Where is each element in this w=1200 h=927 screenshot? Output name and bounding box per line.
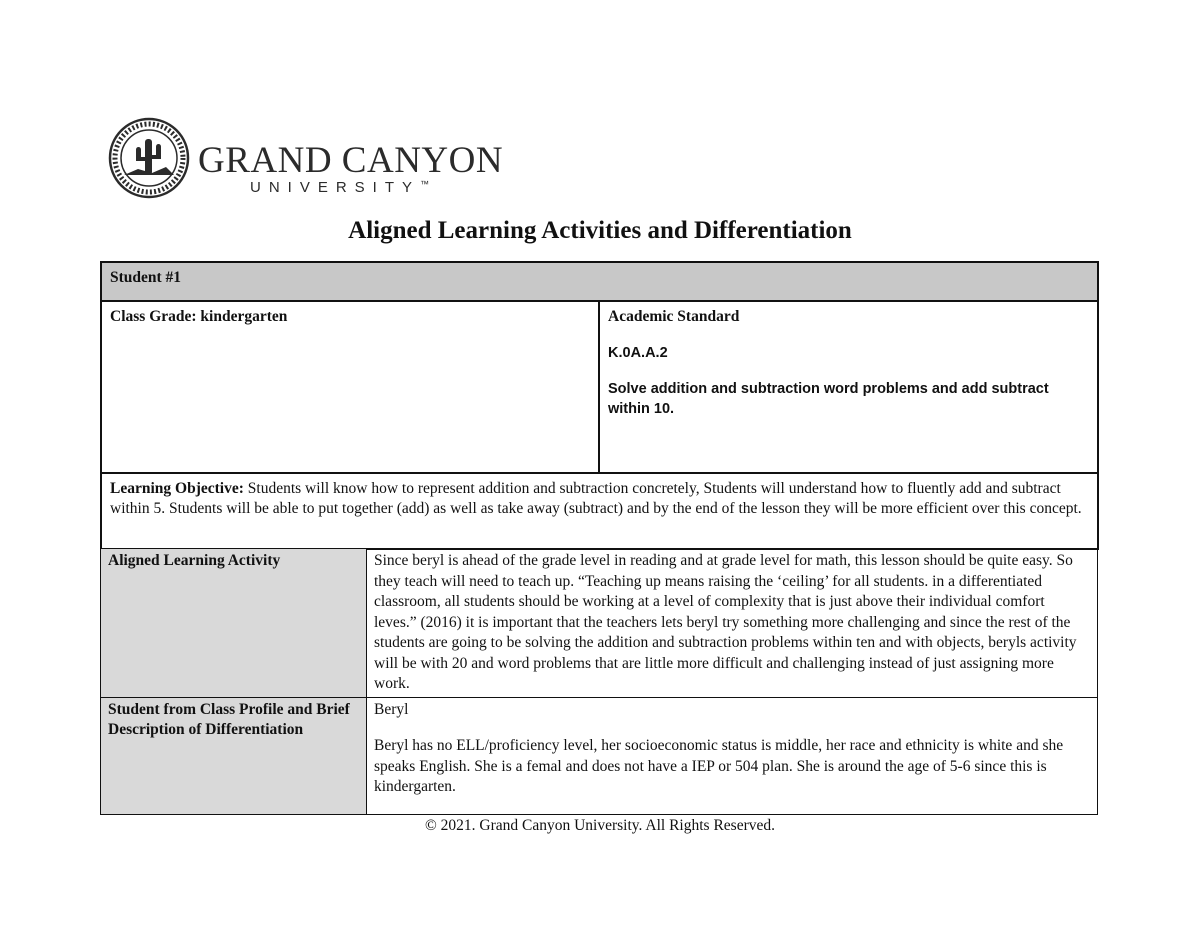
university-seal-icon bbox=[108, 117, 190, 199]
lesson-table bbox=[100, 261, 1097, 815]
copyright-footer: © 2021. Grand Canyon University. All Rights Reserved. bbox=[424, 817, 775, 834]
student-description: Beryl has no ELL/proficiency level, her socioeconomic status is middle, her race and ethnicity is white and she speaks English. She is a femal and does not have a IEP or 504 plan. She is around the age of 5-6 since this is kindergarten. bbox=[374, 737, 1064, 795]
gcu-logo bbox=[108, 117, 504, 203]
wordmark-university-text: UNIVERSITY bbox=[250, 179, 421, 196]
aligned-activity-label-cell bbox=[101, 549, 367, 698]
aligned-activity-label: Aligned Learning Activity bbox=[108, 552, 281, 569]
page-title: Aligned Learning Activities and Differentiation bbox=[348, 217, 852, 244]
standard-description: Solve addition and subtraction word problems and add subtract within 10. bbox=[608, 381, 1049, 417]
learning-objective-text: Students will know how to represent addition and subtraction concretely, Students will understand how to fluently add and subtract within 5. Students will be able to put together (add) as well as take away (subtract) and by the end of the lesson they will be more efficient over this concept. bbox=[110, 480, 1082, 517]
aligned-activity-cell bbox=[367, 549, 1098, 698]
wordmark-university bbox=[250, 180, 429, 195]
learning-objective-label: Learning Objective: bbox=[110, 480, 244, 497]
student-profile-label-cell bbox=[101, 697, 367, 814]
activity-table bbox=[100, 548, 1098, 815]
class-grade: Class Grade: kindergarten bbox=[110, 308, 288, 325]
academic-standard-heading: Academic Standard bbox=[608, 308, 740, 325]
student-name: Beryl bbox=[374, 700, 409, 718]
class-grade-cell bbox=[101, 301, 599, 473]
standards-table bbox=[100, 261, 1099, 550]
academic-standard-cell bbox=[599, 301, 1098, 473]
student-header: Student #1 bbox=[110, 269, 182, 286]
student-profile-cell bbox=[367, 697, 1098, 814]
wordmark-grand-canyon: GRAND CANYON bbox=[198, 140, 504, 181]
trademark-symbol: ™ bbox=[420, 179, 430, 189]
aligned-activity-text: Since beryl is ahead of the grade level in reading and at grade level for math, this lesson should be quite easy. So they teach will need to teach up. “Teaching up means raising the ‘ceiling’ for all students. in a differentiated classroom, all students should be working at a level of complexity that is just above their individual comfort leves.” (2016) it is important that the teachers lets beryl try something more challenging and since the rest of the students are going to be solving the addition and subtraction problems within ten and with objects, beryls activity will be with 20 and word problems that are little more difficult and challenging instead of just assigning more work. bbox=[374, 552, 1077, 692]
standard-code: K.0A.A.2 bbox=[608, 345, 668, 361]
student-header-cell bbox=[101, 262, 1098, 301]
learning-objective-cell bbox=[101, 473, 1098, 549]
student-profile-label: Student from Class Profile and Brief Description of Differentiation bbox=[108, 700, 350, 738]
